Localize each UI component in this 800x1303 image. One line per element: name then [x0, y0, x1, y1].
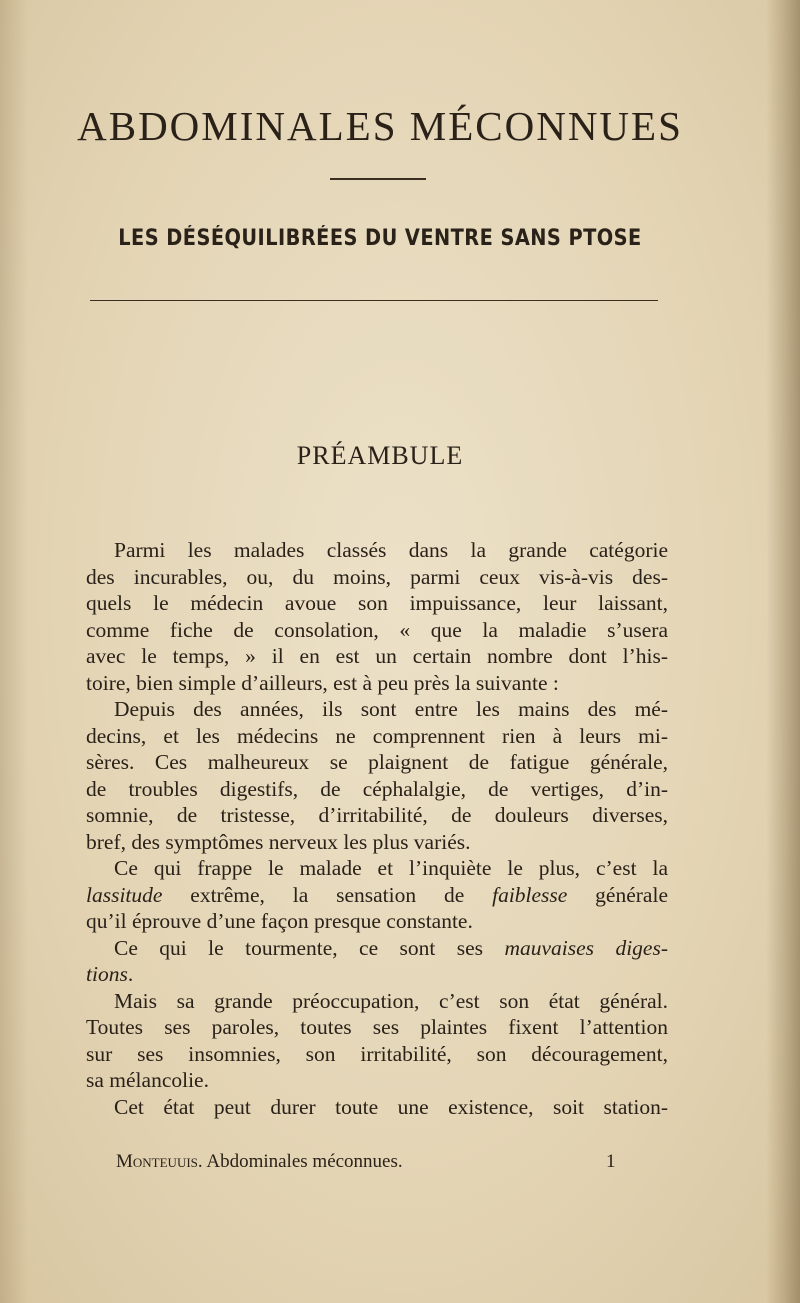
page-title: ABDOMINALES MÉCONNUES — [77, 103, 683, 149]
italic-word: lassitude — [86, 882, 163, 907]
text-line: bref, des symptômes nerveux les plus variés. — [86, 829, 471, 854]
page-footer — [116, 1151, 403, 1173]
text-segment: générale — [567, 882, 668, 907]
page-left-shadow — [0, 0, 28, 1303]
text-line: de troubles digestifs, de céphalalgie, de vertiges, d’in- — [86, 776, 668, 801]
footer-title: Abdominales méconnues. — [202, 1151, 403, 1172]
text-line — [86, 935, 668, 962]
italic-word: faiblesse — [492, 882, 568, 907]
italic-word: tions — [86, 962, 128, 986]
page-subtitle: LES DÉSÉQUILIBRÉES DU VENTRE SANS PTOSE — [118, 226, 642, 251]
text-line: Toutes ses paroles, toutes ses plaintes fixent l’attention — [86, 1015, 668, 1039]
short-divider — [330, 178, 426, 180]
text-line: comme fiche de consolation, « que la maladie s’usera — [86, 617, 668, 642]
long-divider — [90, 300, 658, 301]
text-segment: . — [127, 962, 134, 986]
footer-author: Monteuuis. — [116, 1151, 203, 1172]
text-line: toire, bien simple d’ailleurs, est à peu près la suivante : — [86, 670, 559, 695]
text-line: Ce qui frappe le malade et l’inquiète le plus, c’est la — [114, 856, 668, 880]
text-line: Mais sa grande préoccupation, c’est son état général. — [114, 988, 668, 1013]
italic-word: mauvaises diges- — [504, 935, 668, 960]
page-number: 1 — [606, 1151, 616, 1172]
text-line: Parmi les malades classés dans la grande catégorie — [114, 538, 668, 562]
text-line: avec le temps, » il en est un certain nombre dont l’his- — [86, 644, 668, 668]
page-right-edge — [766, 0, 800, 1303]
text-line: Depuis des années, ils sont entre les mains des mé- — [114, 697, 668, 721]
text-segment: extrême, la sensation de — [162, 882, 493, 907]
text-line: des incurables, ou, du moins, parmi ceux vis-à-vis des- — [86, 564, 668, 589]
text-line — [86, 882, 668, 909]
text-line — [86, 961, 668, 988]
text-line: sur ses insomnies, son irritabilité, son découragement, — [86, 1041, 668, 1066]
text-line: qu’il éprouve d’une façon presque constante. — [86, 909, 473, 933]
text-line: decins, et les médecins ne comprennent rien à leurs mi- — [86, 723, 668, 748]
text-segment: Ce qui le tourmente, ce sont ses — [114, 935, 505, 960]
text-line: sa mélancolie. — [86, 1068, 209, 1092]
text-line: quels le médecin avoue son impuissance, leur laissant, — [86, 591, 668, 615]
text-line: somnie, de tristesse, d’irritabilité, de douleurs diverses, — [86, 803, 668, 827]
text-line: sères. Ces malheureux se plaignent de fatigue générale, — [86, 750, 668, 774]
text-line: Cet état peut durer toute une existence, soit station- — [114, 1094, 668, 1119]
body-text — [86, 537, 668, 1120]
section-heading: PRÉAMBULE — [296, 441, 464, 470]
